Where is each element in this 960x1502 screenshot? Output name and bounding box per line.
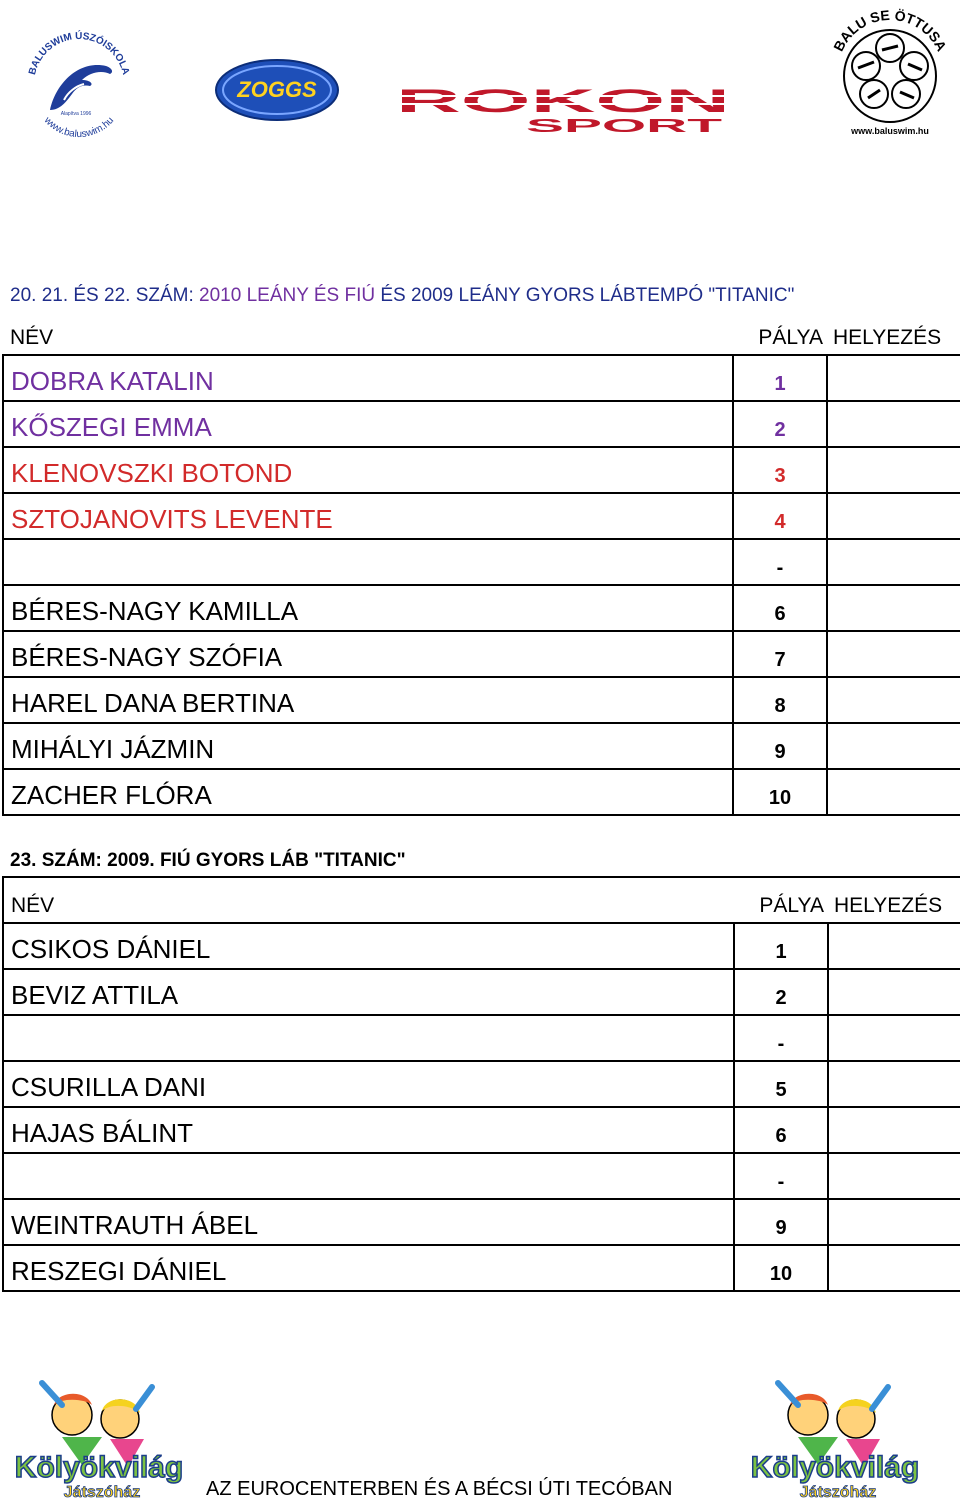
lane-number: 10	[734, 1245, 828, 1291]
rank-cell	[828, 1015, 960, 1061]
lane-number: 10	[733, 769, 827, 815]
table-row	[3, 1245, 960, 1291]
swimmer-name: BEVIZ ATTILA	[3, 969, 734, 1015]
dolphin-icon	[50, 65, 112, 110]
rank-cell	[827, 539, 960, 585]
table-row	[3, 723, 960, 769]
lane-number: 5	[734, 1061, 828, 1107]
kolyokvilag-logo-text: Kölyökvilág	[750, 1451, 920, 1484]
table-row	[3, 769, 960, 815]
table-row	[3, 1015, 960, 1061]
lane-number: 6	[733, 585, 827, 631]
lane-number: 2	[733, 401, 827, 447]
column-header-name: NÉV	[3, 310, 733, 355]
balu-se-ottusa-logo	[828, 2, 952, 140]
swimmer-name: HAREL DANA BERTINA	[3, 677, 733, 723]
swimmer-name: ZACHER FLÓRA	[3, 769, 733, 815]
rank-cell	[827, 585, 960, 631]
table-row	[3, 539, 960, 585]
event-title-part: 20. 21. ÉS 22. SZÁM:	[10, 285, 200, 306]
lane-number: 9	[733, 723, 827, 769]
table-row	[3, 631, 960, 677]
results-table-event-20-22	[2, 310, 960, 816]
swimmer-name: SZTOJANOVITS LEVENTE	[3, 493, 733, 539]
table-row	[3, 585, 960, 631]
footer-location-text: AZ EUROCENTERBEN ÉS A BÉCSI ÚTI TECÓBAN	[206, 1478, 673, 1500]
rank-cell	[828, 1061, 960, 1107]
baluswim-logo-founded-text: Alapítva 1996	[60, 111, 92, 117]
lane-number: 2	[734, 969, 828, 1015]
table-header-row	[3, 310, 960, 355]
column-header-rank: HELYEZÉS	[828, 877, 960, 923]
swimmer-name: KLENOVSZKI BOTOND	[3, 447, 733, 493]
swimmer-name: HAJAS BÁLINT	[3, 1107, 734, 1153]
lane-number: 7	[733, 631, 827, 677]
swimmer-name: KŐSZEGI EMMA	[3, 401, 733, 447]
event-title-20-22	[10, 285, 794, 307]
swimmer-name: WEINTRAUTH ÁBEL	[3, 1199, 734, 1245]
swimmer-name	[3, 539, 733, 585]
swimmer-name	[3, 1153, 734, 1199]
rank-cell	[827, 447, 960, 493]
rank-cell	[828, 1107, 960, 1153]
column-header-name: NÉV	[3, 877, 734, 923]
table-row	[3, 969, 960, 1015]
event-title-part: 2010 LEÁNY ÉS FIÚ	[199, 285, 376, 306]
column-header-lane: PÁLYA	[734, 877, 828, 923]
swimmer-name: BÉRES-NAGY KAMILLA	[3, 585, 733, 631]
swimmer-name: BÉRES-NAGY SZÓFIA	[3, 631, 733, 677]
table-row	[3, 677, 960, 723]
rank-cell	[828, 969, 960, 1015]
table-row	[3, 401, 960, 447]
rank-cell	[828, 1153, 960, 1199]
swimmer-name: MIHÁLYI JÁZMIN	[3, 723, 733, 769]
rokon-logo-text: ROKON	[396, 84, 730, 119]
rank-cell	[828, 1199, 960, 1245]
zoggs-logo	[214, 58, 340, 122]
swimmer-name	[3, 1015, 734, 1061]
baluswim-logo-top-text: BALUSWIM ÚSZÓISKOLA	[27, 30, 131, 77]
lane-number: 1	[734, 923, 828, 969]
rank-cell	[827, 677, 960, 723]
kolyokvilag-logo-text: Kölyökvilág	[14, 1451, 184, 1484]
column-header-lane: PÁLYA	[733, 310, 827, 355]
lane-number: 4	[733, 493, 827, 539]
zoggs-logo-text: ZOGGS	[237, 77, 317, 102]
balu-se-ottusa-top-text: BALU SE ÖTTUSA	[830, 6, 950, 54]
swimmer-name: CSIKOS DÁNIEL	[3, 923, 734, 969]
lane-number: 3	[733, 447, 827, 493]
kolyokvilag-logo	[738, 1375, 933, 1500]
lane-number: -	[733, 539, 827, 585]
event-title-23: 23. SZÁM: 2009. FIÚ GYORS LÁB "TITANIC"	[10, 850, 406, 871]
rank-cell	[827, 631, 960, 677]
swimmer-name: DOBRA KATALIN	[3, 355, 733, 401]
lane-number: -	[734, 1015, 828, 1061]
balu-se-ottusa-url-text: www.baluswim.hu	[851, 126, 929, 136]
table-row	[3, 1107, 960, 1153]
column-header-rank: HELYEZÉS	[827, 310, 960, 355]
table-row	[3, 1153, 960, 1199]
lane-number: 9	[734, 1199, 828, 1245]
lane-number: -	[734, 1153, 828, 1199]
svg-text:www.baluswim.hu	[41, 114, 116, 140]
table-row	[3, 1199, 960, 1245]
rank-cell	[828, 923, 960, 969]
rank-cell	[828, 1245, 960, 1291]
jatszohaz-logo-text: Játszóház	[63, 1484, 141, 1500]
lane-number: 8	[733, 677, 827, 723]
svg-text:BALUSWIM ÚSZÓISKOLA	[27, 29, 131, 76]
swimmer-name: RESZEGI DÁNIEL	[3, 1245, 734, 1291]
table-row	[3, 923, 960, 969]
baluswim-logo	[20, 22, 138, 140]
swimmer-name: CSURILLA DANI	[3, 1061, 734, 1107]
table-row	[3, 355, 960, 401]
table-row	[3, 447, 960, 493]
lane-number: 1	[733, 355, 827, 401]
baluswim-logo-url-text: www.baluswim.hu	[41, 115, 117, 140]
results-table-event-23	[2, 876, 960, 1292]
table-row	[3, 493, 960, 539]
table-header-row	[3, 877, 960, 923]
rank-cell	[827, 493, 960, 539]
event-title-part: ÉS 2009 LEÁNY GYORS LÁBTEMPÓ "TITANIC"	[375, 285, 795, 306]
table-row	[3, 1061, 960, 1107]
jatszohaz-logo-text: Játszóház	[799, 1484, 877, 1500]
rokon-logo-sport-text: SPORT	[526, 116, 722, 134]
lane-number: 6	[734, 1107, 828, 1153]
rank-cell	[827, 769, 960, 815]
rank-cell	[827, 355, 960, 401]
rokon-sport-logo	[394, 84, 732, 134]
rank-cell	[827, 401, 960, 447]
kolyokvilag-logo	[2, 1375, 197, 1500]
rank-cell	[827, 723, 960, 769]
